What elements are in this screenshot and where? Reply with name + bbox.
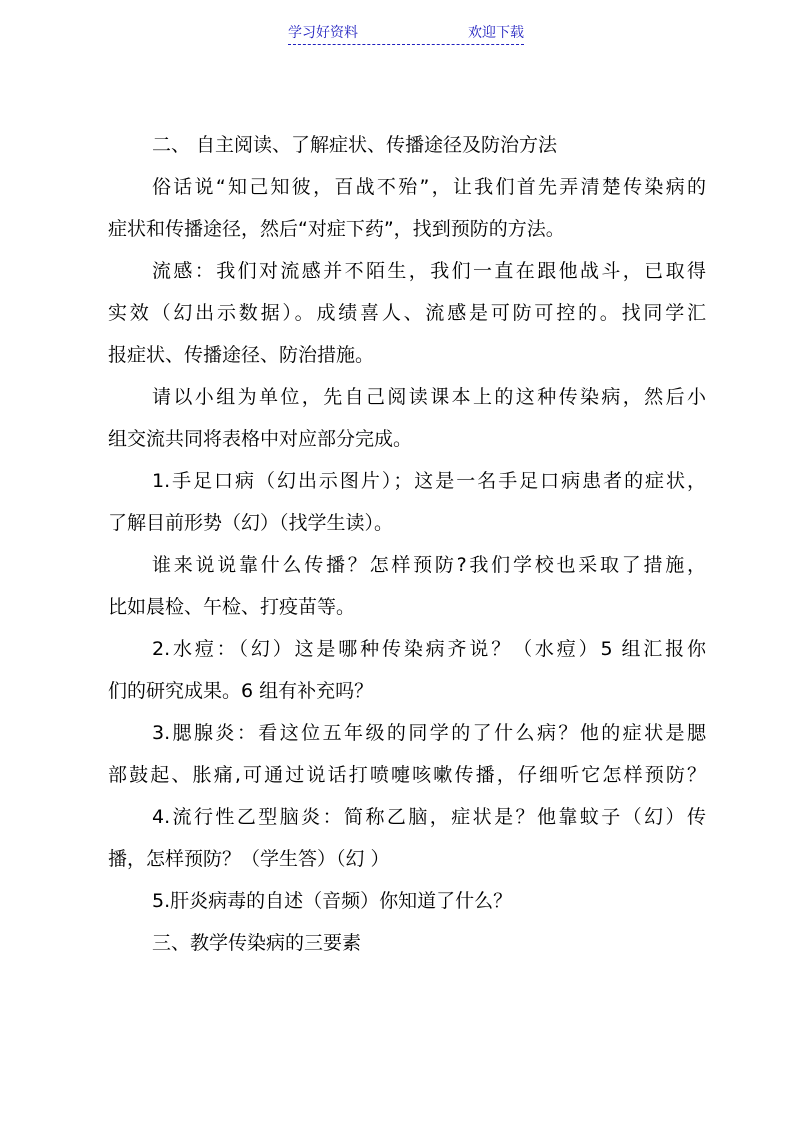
paragraph-line: 报症状、传播途径、防治措施。	[108, 344, 375, 366]
paragraph-line: 部鼓起、胀痛,可通过说话打喷嚏咳嗽传播，仔细听它怎样预防？	[108, 764, 706, 786]
paragraph-line: 1.手足口病（幻出示图片）；这是一名手足口病患者的症状，	[152, 470, 706, 492]
paragraph-line: 请以小组为单位，先自己阅读课本上的这种传染病，然后小	[152, 386, 706, 408]
page-header	[288, 22, 524, 45]
paragraph-line: 3.腮腺炎：看这位五年级的同学的了什么病？他的症状是腮	[152, 722, 706, 744]
paragraph-line: 流感：我们对流感并不陌生，我们一直在跟他战斗，已取得	[152, 260, 706, 282]
section-heading: 二、 自主阅读、了解症状、传播途径及防治方法	[152, 134, 558, 156]
paragraph-line: 了解目前形势（幻）（找学生读）。	[108, 512, 394, 534]
header-left-text: 学习好资料	[288, 25, 358, 41]
paragraph-line: 实效（幻出示数据）。成绩喜人、流感是可防可控的。找同学汇	[108, 302, 706, 324]
paragraph-line: 们的研究成果。6 组有补充吗？	[108, 680, 374, 702]
paragraph-line: 5.肝炎病毒的自述（音频）你知道了什么？	[152, 890, 513, 912]
body-text	[108, 124, 706, 964]
paragraph-line: 俗话说“知己知彼，百战不殆”，让我们首先弄清楚传染病的	[152, 176, 706, 198]
paragraph-line: 症状和传播途径，然后“对症下药”，找到预防的方法。	[108, 218, 565, 240]
paragraph-line: 播，怎样预防？（学生答）（幻 ）	[108, 848, 390, 870]
paragraph-line: 谁来说说靠什么传播？怎样预防?我们学校也采取了措施，	[152, 554, 706, 576]
paragraph-line: 2.水痘：（幻）这是哪种传染病齐说？（水痘）5 组汇报你	[152, 638, 706, 660]
paragraph-line: 4.流行性乙型脑炎：简称乙脑，症状是？他靠蚊子（幻）传	[152, 806, 706, 828]
paragraph-line: 组交流共同将表格中对应部分完成。	[108, 428, 413, 450]
section-heading: 三、教学传染病的三要素	[152, 932, 362, 954]
paragraph-line: 比如晨检、午检、打疫苗等。	[108, 596, 356, 618]
header-right-text: 欢迎下载	[468, 25, 524, 41]
